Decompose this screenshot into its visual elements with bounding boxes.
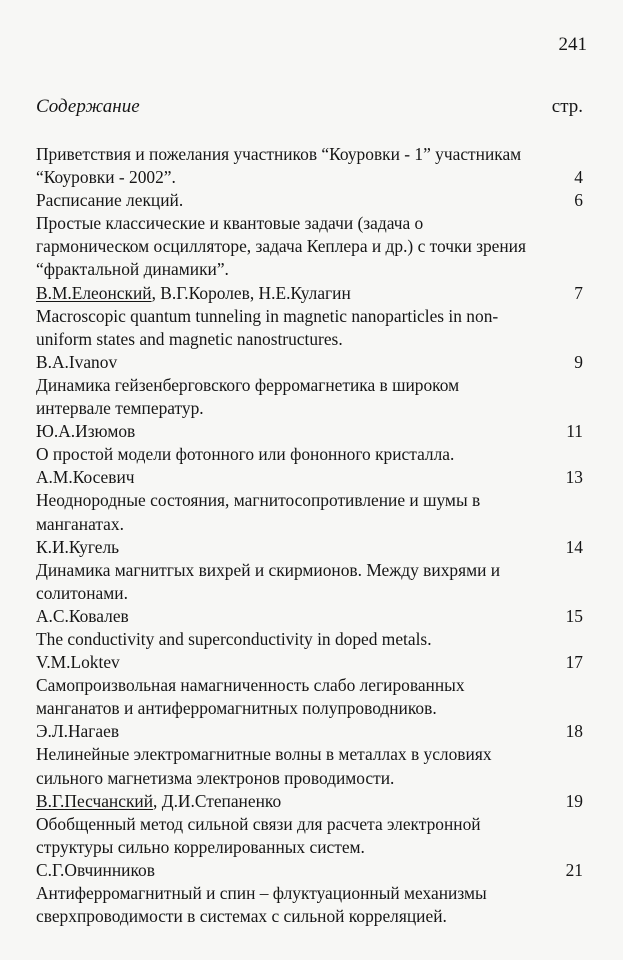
co-authors: , Д.И.Степаненко — [153, 790, 282, 811]
entry-authors — [36, 605, 129, 628]
toc-entry — [36, 143, 583, 189]
entry-authors-line — [36, 466, 583, 489]
toc-entry — [36, 489, 583, 558]
entry-authors — [36, 420, 135, 443]
entry-title-line — [36, 743, 583, 766]
entry-authors — [36, 651, 120, 674]
entry-title-line — [36, 767, 583, 790]
entry-title-text: структуры сильно коррелированных систем. — [36, 836, 365, 857]
entry-page-number: 14 — [565, 536, 583, 557]
entry-title-text: “фрактальной динамики”. — [36, 259, 229, 280]
entry-page-number: 11 — [566, 421, 583, 442]
entry-title-line — [36, 374, 583, 397]
entry-page-number: 15 — [565, 605, 583, 626]
table-of-contents — [36, 143, 583, 928]
entry-title-text: манганатах. — [36, 513, 124, 534]
entry-page-number: 6 — [574, 190, 583, 211]
co-authors: Ю.А.Изюмов — [36, 421, 136, 442]
toc-entry — [36, 813, 583, 882]
co-authors: Э.Л.Нагаев — [36, 721, 120, 742]
entry-title-text: Macroscopic quantum tunneling in magnetic nanoparticles in non- — [36, 305, 499, 326]
presenting-author: В.М.Елеонский — [36, 282, 152, 303]
entry-page-number: 4 — [574, 167, 583, 188]
entry-authors-line — [36, 720, 583, 743]
entry-title-text: Динамика гейзенберговского ферромагнетика в широком — [36, 374, 460, 395]
entry-page-number: 7 — [574, 282, 583, 303]
toc-entry — [36, 628, 583, 674]
page-column-label: стр. — [551, 96, 583, 117]
toc-entry — [36, 559, 583, 628]
entry-title-text: Неоднородные состояния, магнитосопротивление и шумы в — [36, 490, 481, 511]
entry-authors — [36, 790, 281, 813]
entry-authors — [36, 859, 155, 882]
entry-title-line — [36, 166, 583, 189]
entry-title-line — [36, 582, 583, 605]
toc-entry — [36, 374, 583, 443]
entry-title-line — [36, 397, 583, 420]
entry-title-text: гармоническом осцилляторе, задача Кеплера и др.) с точки зрения — [36, 236, 526, 257]
entry-authors — [36, 466, 135, 489]
entry-title-text: The conductivity and superconductivity in doped metals. — [36, 628, 432, 649]
entry-title-line — [36, 513, 583, 536]
co-authors: А.М.Косевич — [36, 467, 135, 488]
entry-authors-line — [36, 790, 583, 813]
toc-entry — [36, 189, 583, 212]
entry-title-line — [36, 628, 583, 651]
entry-title-line — [36, 905, 583, 928]
entry-authors — [36, 536, 119, 559]
entry-page-number: 17 — [565, 652, 583, 673]
entry-title-text: сильного магнетизма электронов проводимости. — [36, 767, 395, 788]
co-authors: С.Г.Овчинников — [36, 859, 155, 880]
entry-authors-line — [36, 282, 583, 305]
entry-title-text: Простые классические и квантовые задачи (задача о — [36, 213, 424, 234]
toc-entry — [36, 674, 583, 743]
entry-page-number: 13 — [565, 467, 583, 488]
presenting-author: В.Г.Песчанский — [36, 790, 154, 811]
entry-title-line — [36, 443, 583, 466]
entry-title-text: Нелинейные электромагнитные волны в металлах в условиях — [36, 744, 492, 765]
entry-title-line — [36, 674, 583, 697]
entry-title-text: О простой модели фотонного или фононного кристалла. — [36, 444, 455, 465]
co-authors: К.И.Кугель — [36, 536, 120, 557]
entry-title-line — [36, 143, 583, 166]
entry-title-line — [36, 836, 583, 859]
entry-title-text: Обобщенный метод сильной связи для расчета электронной — [36, 813, 481, 834]
entry-authors-line — [36, 351, 583, 374]
entry-title-text: Расписание лекций. — [36, 190, 184, 211]
entry-title-line — [36, 697, 583, 720]
entry-title-line — [36, 212, 583, 235]
entry-title-line — [36, 489, 583, 512]
entry-title-line — [36, 305, 583, 328]
toc-entry — [36, 443, 583, 489]
entry-page-number: 18 — [565, 721, 583, 742]
entry-authors-line — [36, 536, 583, 559]
toc-entry — [36, 743, 583, 812]
entry-page-number: 19 — [565, 790, 583, 811]
entry-title-text: Антиферромагнитный и спин – флуктуационный механизмы — [36, 883, 487, 903]
contents-header — [36, 96, 583, 118]
co-authors: B.A.Ivanov — [36, 351, 118, 372]
entry-title-text: Приветствия и пожелания участников “Коуровки - 1” участникам — [36, 144, 522, 164]
page-number: 241 — [558, 34, 587, 55]
entry-title-text: Динамика магнитгых вихрей и скирмионов. Между вихрями и — [36, 559, 501, 580]
entry-authors — [36, 351, 117, 374]
contents-title: Содержание — [36, 96, 140, 117]
entry-title-text: интервале температур. — [36, 398, 204, 419]
toc-entry — [36, 305, 583, 374]
entry-title-text: “Коуровки - 2002”. — [36, 167, 176, 188]
co-authors: , В.Г.Королев, Н.Е.Кулагин — [151, 282, 351, 303]
entry-title-text: uniform states and magnetic nanostructures. — [36, 328, 343, 349]
entry-title-text: манганатов и антиферромагнитных полупроводников. — [36, 698, 437, 719]
entry-title-line — [36, 882, 583, 905]
entry-authors-line — [36, 651, 583, 674]
toc-entry — [36, 882, 583, 928]
entry-title-line — [36, 559, 583, 582]
entry-authors-line — [36, 605, 583, 628]
entry-authors — [36, 720, 119, 743]
entry-title-line — [36, 235, 583, 258]
entry-title-line — [36, 813, 583, 836]
co-authors: V.M.Loktev — [36, 652, 120, 673]
entry-title-line — [36, 258, 583, 281]
entry-authors — [36, 282, 351, 305]
toc-entry — [36, 212, 583, 304]
entry-page-number: 21 — [565, 859, 583, 880]
entry-authors-line — [36, 420, 583, 443]
entry-authors-line — [36, 859, 583, 882]
entry-title-text: солитонами. — [36, 582, 128, 603]
entry-title-text: сверхпроводимости в системах с сильной корреляцией. — [36, 906, 447, 927]
entry-title-line — [36, 328, 583, 351]
entry-title-text: Самопроизвольная намагниченность слабо легированных — [36, 675, 465, 696]
co-authors: А.С.Ковалев — [36, 605, 129, 626]
entry-page-number: 9 — [574, 351, 583, 372]
entry-title-line — [36, 189, 583, 212]
